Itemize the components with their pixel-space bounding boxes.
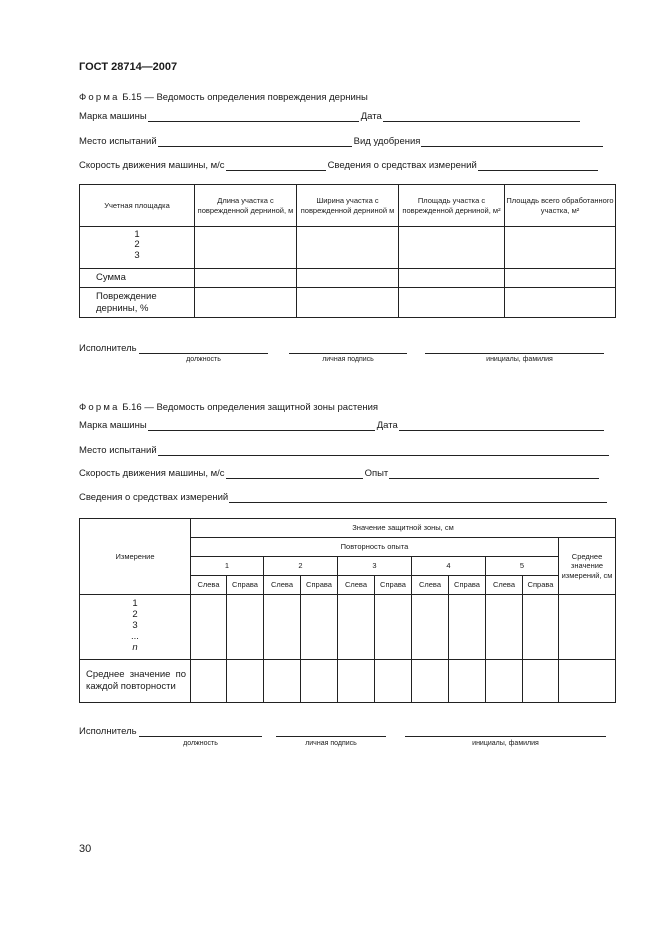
header-total-area: Площадь всего обработанного участка, м² [505,185,616,227]
place-field[interactable] [158,446,609,456]
table-cell[interactable] [505,288,616,318]
form15-line-speed [79,160,600,171]
machine-label: Марка машины [79,420,147,431]
repeat-number: 2 [264,557,338,576]
experiment-field[interactable] [389,469,599,479]
left-header: Слева [338,576,375,595]
table-cell[interactable] [559,595,616,660]
place-label: Место испытаний [79,136,157,147]
form15-position-line[interactable] [139,353,268,354]
speed-field[interactable] [226,161,326,171]
left-header: Слева [486,576,523,595]
row-number: 2 [134,239,140,251]
row-number: 1 [132,598,138,609]
table-cell[interactable] [195,269,297,288]
table-cell[interactable] [301,660,338,703]
page-number: 30 [79,843,92,855]
place-label: Место испытаний [79,445,157,456]
table-cell[interactable] [338,660,375,703]
table-cell[interactable] [297,227,399,269]
left-header: Слева [191,576,227,595]
repeat-number: 1 [191,557,264,576]
table-cell[interactable] [375,595,412,660]
speed-field[interactable] [226,469,363,479]
form15-executor-label: Исполнитель [79,343,137,354]
table-cell[interactable] [523,660,559,703]
form16-line-speed [79,468,601,479]
form15-title-text: Б.15 — Ведомость определения повреждения дернины [122,92,368,103]
form15-line-machine [79,111,582,122]
instruments-field[interactable] [229,493,607,503]
table-cell[interactable] [486,660,523,703]
repeat-number: 4 [412,557,486,576]
date-label: Дата [376,420,398,431]
form16-line-machine [79,420,606,431]
form16-table [79,518,616,703]
left-header: Слева [412,576,449,595]
row-number: 2 [132,608,138,620]
avg-row-label: Среднее значение по каждой повторности [80,660,191,703]
header-damaged-area: Площадь участка с поврежденной дерниной, м² [399,185,505,227]
repeat-number: 3 [338,557,412,576]
row-number: ... [131,630,139,642]
form16-form-word: Форма [79,402,120,413]
form16-signature-line[interactable] [276,736,386,737]
table-cell[interactable] [523,595,559,660]
form15-form-word: Форма [79,92,120,103]
table-cell[interactable] [195,288,297,318]
form15-name-line[interactable] [425,353,604,354]
table-cell[interactable] [505,269,616,288]
table-cell[interactable] [191,660,227,703]
table-cell[interactable] [505,227,616,269]
repeat-number: 5 [486,557,559,576]
form15-name-caption: инициалы, фамилия [486,356,553,363]
table-cell[interactable] [297,288,399,318]
average-header: Среднее значение измерений, см [559,538,616,595]
date-field[interactable] [399,421,604,431]
machine-field[interactable] [148,112,359,122]
table-cell[interactable] [399,269,505,288]
right-header: Справа [301,576,338,595]
right-header: Справа [227,576,264,595]
speed-label: Скорость движения машины, м/с [79,468,225,479]
table-cell[interactable] [297,269,399,288]
header-plot: Учетная площадка [80,185,195,227]
form16-signature-caption: личная подпись [305,740,357,747]
form16-position-caption: должность [183,740,218,747]
table-cell[interactable] [412,595,449,660]
table-cell[interactable] [375,660,412,703]
form16-name-line[interactable] [405,736,606,737]
table-cell[interactable] [227,660,264,703]
table-cell[interactable] [264,595,301,660]
table-cell[interactable] [449,660,486,703]
header-width: Ширина участка с поврежденной дерниной м [297,185,399,227]
row-numbers-cell [80,595,191,660]
form16-line-place [79,445,611,456]
row-number: 3 [134,249,140,261]
table-cell[interactable] [264,660,301,703]
right-header: Справа [523,576,559,595]
machine-label: Марка машины [79,111,147,122]
sum-label: Сумма [80,269,195,288]
measurement-header: Измерение [80,519,191,595]
table-cell[interactable] [338,595,375,660]
experiment-label: Опыт [364,468,389,479]
form15-line-place [79,136,605,147]
fertilizer-label: Вид удобрения [353,136,421,147]
instruments-field[interactable] [478,161,598,171]
right-header: Справа [449,576,486,595]
form15-position-caption: должность [186,356,221,363]
form16-title [79,402,378,413]
instruments-label: Сведения о средствах измерений [327,160,477,171]
row-number: 3 [132,619,138,631]
document-header: ГОСТ 28714—2007 [79,61,178,73]
right-header: Справа [375,576,412,595]
table-cell[interactable] [412,660,449,703]
header-length: Длина участка с поврежденной дерниной, м [195,185,297,227]
table-cell[interactable] [486,595,523,660]
damage-label: Повреждение дернины, % [80,288,195,318]
place-field[interactable] [158,137,352,147]
table-cell[interactable] [399,227,505,269]
table-cell[interactable] [399,288,505,318]
table-cell[interactable] [195,227,297,269]
form16-executor-label: Исполнитель [79,726,137,737]
table-cell[interactable] [301,595,338,660]
row-number: 1 [134,229,140,240]
fertilizer-field[interactable] [421,137,603,147]
form15-title [79,92,368,103]
table-cell[interactable] [449,595,486,660]
table-cell[interactable] [191,595,227,660]
form16-title-text: Б.16 — Ведомость определения защитной зоны растения [122,402,379,413]
machine-field[interactable] [148,421,375,431]
row-number: n [132,641,138,653]
instruments-label: Сведения о средствах измерений [79,492,229,503]
table-cell[interactable] [227,595,264,660]
speed-label: Скорость движения машины, м/с [79,160,225,171]
repeat-header: Повторность опыта [191,538,559,557]
form15-table [79,184,616,318]
form15-signature-caption: личная подпись [322,356,374,363]
form16-name-caption: инициалы, фамилия [472,740,539,747]
table-cell[interactable] [559,660,616,703]
row-numbers-cell [80,227,195,269]
form16-position-line[interactable] [139,736,262,737]
value-header: Значение защитной зоны, см [191,519,616,538]
form15-signature-line[interactable] [289,353,407,354]
form16-line-instruments [79,492,609,503]
left-header: Слева [264,576,301,595]
date-field[interactable] [383,112,580,122]
date-label: Дата [360,111,382,122]
